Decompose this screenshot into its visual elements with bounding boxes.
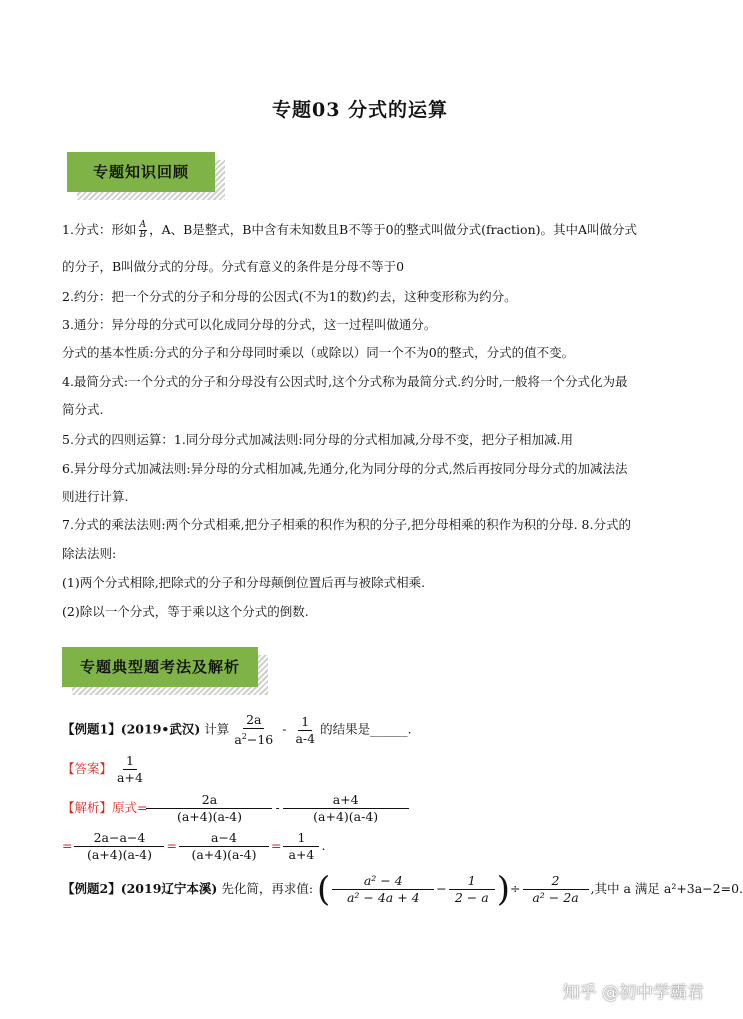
equals: = bbox=[166, 838, 177, 853]
exponent: 2 bbox=[241, 732, 247, 741]
denominator: B bbox=[139, 230, 147, 240]
knowledge-item-8-1: (1)两个分式相除,把除式的分子和分母颠倒位置后再与被除式相乘. bbox=[62, 575, 426, 590]
fraction-step2 bbox=[74, 830, 164, 863]
operator: − bbox=[436, 881, 447, 896]
operator: - bbox=[282, 721, 287, 737]
fraction-a-over-b bbox=[138, 221, 147, 240]
numerator: 1 bbox=[449, 873, 495, 890]
example-1-analysis-cont bbox=[62, 830, 325, 863]
denominator: 2 − a bbox=[454, 890, 489, 905]
denominator bbox=[231, 729, 276, 748]
example-1-question bbox=[62, 712, 412, 748]
fraction-1-over-2-a bbox=[449, 873, 495, 906]
text: 1.分式：形如 bbox=[62, 222, 137, 237]
knowledge-item-7-cont: 除法法则: bbox=[62, 546, 117, 561]
example-tag: 【例题2】(2019辽宁本溪) bbox=[62, 881, 218, 896]
knowledge-item-6-cont: 则进行计算. bbox=[62, 489, 129, 504]
numerator: 2a bbox=[243, 712, 264, 729]
denominator: a+4 bbox=[288, 847, 315, 862]
knowledge-item-5: 5.分式的四则运算：1.同分母分式加减法则:同分母的分式相加减,分母不变，把分子相加减.用 bbox=[62, 432, 574, 447]
knowledge-item-4: 4.最简分式:一个分式的分子和分母没有公因式时,这个分式称为最简分式.约分时,一般将一个分式化为最 bbox=[62, 374, 628, 389]
denominator: a² − 4a + 4 bbox=[346, 890, 420, 905]
text: 计算 bbox=[204, 721, 230, 737]
period: . bbox=[321, 838, 326, 853]
knowledge-item-3: 3.通分：异分母的分式可以化成同分母的分式，这一过程叫做通分。 bbox=[62, 317, 437, 332]
knowledge-item-8-2: (2)除以一个分式，等于乘以这个分式的倒数. bbox=[62, 604, 309, 619]
numerator: a−4 bbox=[179, 830, 269, 847]
numerator: A bbox=[139, 220, 146, 230]
operator: - bbox=[275, 800, 280, 815]
page-title: 专题03 分式的运算 bbox=[271, 99, 449, 121]
watermark: 知乎 @初中学霸君 bbox=[562, 983, 704, 1003]
denominator: a² − 2a bbox=[532, 890, 579, 905]
analysis-tag: 【解析】原式= bbox=[62, 800, 148, 815]
numerator: 2 bbox=[523, 873, 589, 890]
numerator: 1 bbox=[283, 830, 319, 847]
banner-label: 专题知识回顾 bbox=[67, 152, 215, 192]
knowledge-item-7: 7.分式的乘法法则:两个分式相乘,把分子相乘的积作为积的分子,把分母相乘的积作为积的分母. 8.分式的 bbox=[62, 517, 631, 532]
numerator: 2a−a−4 bbox=[74, 830, 164, 847]
text: ,其中 a 满足 a²+3a−2=0. bbox=[590, 881, 743, 896]
right-paren: ) bbox=[496, 869, 511, 910]
operator: ÷ bbox=[510, 881, 521, 896]
numerator: a² − 4 bbox=[332, 873, 434, 890]
left-paren: ( bbox=[317, 869, 331, 910]
text: 先化简，再求值: bbox=[221, 881, 314, 896]
text: 的结果是______. bbox=[320, 721, 412, 737]
banner-label: 专题典型题考法及解析 bbox=[62, 647, 258, 687]
equals: = bbox=[270, 838, 282, 853]
answer-tag: 【答案】 bbox=[62, 761, 113, 776]
knowledge-item-2: 2.约分：把一个分式的分子和分母的公因式(不为1的数)约去，这种变形称为约分。 bbox=[62, 289, 517, 304]
knowledge-item-6: 6.异分母分式加减法则:异分母的分式相加减,先通分,化为同分母的分式,然后再按同分母分式的加减法法 bbox=[62, 461, 628, 476]
fraction-step1a bbox=[149, 792, 269, 825]
knowledge-item-4-cont: 简分式. bbox=[62, 402, 104, 417]
knowledge-item-1 bbox=[62, 220, 637, 240]
example-1-answer bbox=[62, 753, 148, 786]
fraction-2a-over-a2-16 bbox=[231, 712, 276, 748]
knowledge-item-1-cont: 的分子，B叫做分式的分母。分式有意义的条件是分母不等于0 bbox=[62, 259, 405, 274]
example-tag: 【例题1】(2019•武汉) bbox=[62, 721, 201, 737]
base: a bbox=[234, 732, 242, 748]
denominator: (a+4)(a-4) bbox=[176, 809, 242, 824]
denominator: (a+4)(a-4) bbox=[191, 847, 257, 862]
knowledge-item-basic-property: 分式的基本性质:分式的分子和分母同时乘以（或除以）同一个不为0的整式，分式的值不变。 bbox=[62, 345, 575, 360]
numerator: 1 bbox=[123, 753, 137, 770]
denominator: (a+4)(a-4) bbox=[313, 809, 379, 824]
fraction-2-over-a2-2a bbox=[523, 873, 589, 906]
numerator: 1 bbox=[298, 714, 312, 731]
denominator: a-4 bbox=[295, 730, 316, 746]
text: ，A、B是整式，B中含有未知数且B不等于0的整式叫做分式(fraction)。其中A叫做分式 bbox=[149, 222, 638, 237]
numerator: 2a bbox=[146, 792, 272, 809]
fraction-a2-4-over bbox=[332, 873, 434, 906]
equals: = bbox=[62, 838, 73, 853]
example-1-analysis bbox=[62, 792, 408, 825]
fraction-result bbox=[283, 830, 319, 863]
fraction-1-over-a-4 bbox=[292, 714, 318, 747]
rest: −16 bbox=[246, 732, 274, 748]
section-banner-examples bbox=[62, 647, 262, 693]
fraction-step1b bbox=[286, 792, 406, 825]
denominator: (a+4)(a-4) bbox=[86, 847, 152, 862]
fraction-step3 bbox=[179, 830, 269, 863]
numerator: a+4 bbox=[283, 792, 409, 809]
section-banner-knowledge bbox=[67, 152, 217, 198]
denominator: a+4 bbox=[117, 770, 143, 785]
example-2-question bbox=[62, 869, 743, 910]
answer-fraction bbox=[114, 753, 146, 786]
